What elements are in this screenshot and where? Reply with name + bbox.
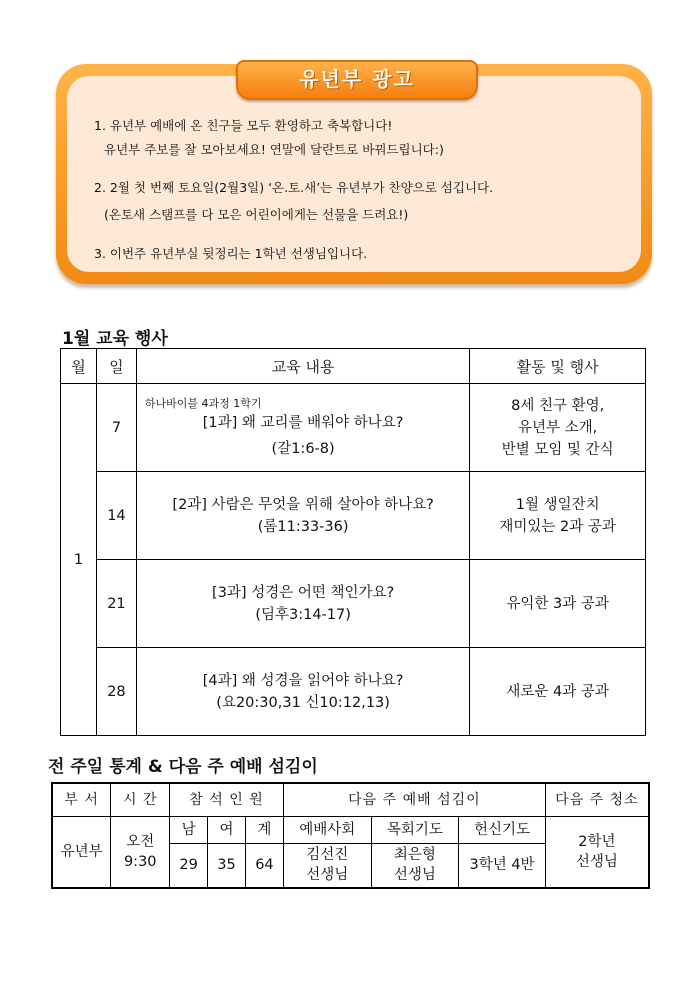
cleaning-line: 선생님 — [575, 853, 618, 870]
sub-prayer: 목회기도 — [371, 817, 459, 844]
leader-line: 선생님 — [306, 867, 349, 884]
sub-female: 여 — [208, 817, 246, 844]
header-content: 교육 내용 — [136, 349, 469, 384]
schedule-heading: 1월 교육 행사 — [62, 329, 168, 349]
sub-male: 남 — [170, 817, 208, 844]
curriculum-note: 하나바이블 4과정 1학기 — [144, 396, 262, 410]
notice-line-4: (온토새 스탬프를 다 모은 어린이에게는 선물을 드려요!) — [104, 207, 409, 222]
table-row — [61, 472, 646, 560]
activity-line: 유년부 소개, — [518, 419, 598, 436]
cleaning-line: 2학년 — [578, 833, 616, 850]
lesson-ref: (딤후3:14-17) — [255, 606, 351, 623]
header-month: 월 — [61, 349, 97, 384]
header-cleaning: 다음 주 청소 — [545, 783, 649, 817]
notice-line-2: 유년부 주보를 잘 모아보세요! 연말에 달란트로 바꿔드립니다:) — [104, 142, 444, 157]
header-dept: 부 서 — [52, 783, 111, 817]
prayer-line: 최은형 — [393, 847, 436, 864]
activity-cell — [470, 472, 646, 560]
sub-total: 계 — [245, 817, 283, 844]
lesson-ref: (요20:30,31 신10:12,13) — [216, 694, 390, 711]
activity-cell — [470, 560, 646, 648]
header-servers: 다음 주 예배 섬김이 — [283, 783, 545, 817]
time-line: 오전 — [126, 833, 155, 850]
lesson-cell — [136, 648, 469, 736]
sub-offering: 헌신기도 — [459, 817, 546, 844]
header-attendance: 참 석 인 원 — [170, 783, 284, 817]
header-time: 시 간 — [111, 783, 170, 817]
activity-cell — [470, 648, 646, 736]
stats-heading: 전 주일 통계 & 다음 주 예배 섬김이 — [48, 757, 318, 777]
activity-line: 유익한 3과 공과 — [506, 595, 609, 612]
prayer-line: 선생님 — [393, 867, 436, 884]
female-count: 35 — [208, 844, 246, 888]
stats-table — [51, 782, 650, 889]
time-line: 9:30 — [123, 853, 157, 870]
dept-cell: 유년부 — [52, 817, 111, 888]
day-cell: 28 — [96, 648, 136, 736]
activity-line: 반별 모임 및 간식 — [501, 441, 614, 458]
time-cell — [111, 817, 170, 888]
month-cell: 1 — [61, 384, 97, 736]
header-day: 일 — [96, 349, 136, 384]
table-row — [61, 560, 646, 648]
male-count: 29 — [170, 844, 208, 888]
activity-line: 1월 생일잔치 — [515, 496, 600, 513]
day-cell: 14 — [96, 472, 136, 560]
cleaning-cell — [545, 817, 649, 888]
schedule-table — [60, 348, 646, 736]
activity-line: 8세 친구 환영, — [511, 397, 605, 414]
prayer-cell — [371, 844, 459, 888]
notice-line-5: 3. 이번주 유년부실 뒷정리는 1학년 선생님입니다. — [94, 246, 368, 261]
lesson-cell — [136, 472, 469, 560]
notice-box-inner — [67, 76, 641, 272]
table-row — [61, 648, 646, 736]
notice-line-1: 1. 유년부 예배에 온 친구들 모두 환영하고 축복합니다! — [94, 118, 393, 133]
lesson-title: [2과] 사람은 무엇을 위해 살아야 하나요? — [172, 496, 434, 513]
leader-line: 김선진 — [306, 847, 349, 864]
activity-line: 새로운 4과 공과 — [506, 683, 609, 700]
day-cell: 7 — [96, 384, 136, 472]
lesson-title: [4과] 왜 성경을 읽어야 하나요? — [202, 672, 404, 689]
header-activity: 활동 및 행사 — [470, 349, 646, 384]
lesson-title: [1과] 왜 교리를 배워야 하나요? — [202, 414, 404, 431]
table-row — [61, 384, 646, 472]
stats-subheader-row — [52, 817, 649, 844]
leader-cell — [283, 844, 371, 888]
lesson-cell — [136, 560, 469, 648]
lesson-title: [3과] 성경은 어떤 책인가요? — [212, 584, 395, 601]
day-cell: 21 — [96, 560, 136, 648]
schedule-header-row — [61, 349, 646, 384]
activity-line: 재미있는 2과 공과 — [499, 518, 616, 535]
stats-header-row — [52, 783, 649, 817]
notice-line-3: 2. 2월 첫 번째 토요일(2월3일) ‘온.토.새’는 유년부가 찬양으로 섬깁니다. — [94, 180, 494, 195]
activity-cell — [470, 384, 646, 472]
sub-leader: 예배사회 — [283, 817, 371, 844]
offering-cell: 3학년 4반 — [459, 844, 546, 888]
notice-title: 유년부 광고 — [299, 67, 415, 91]
lesson-cell — [136, 384, 469, 472]
lesson-ref: (롬11:33-36) — [257, 518, 349, 535]
total-count: 64 — [245, 844, 283, 888]
lesson-ref: (갈1:6-8) — [271, 440, 335, 457]
